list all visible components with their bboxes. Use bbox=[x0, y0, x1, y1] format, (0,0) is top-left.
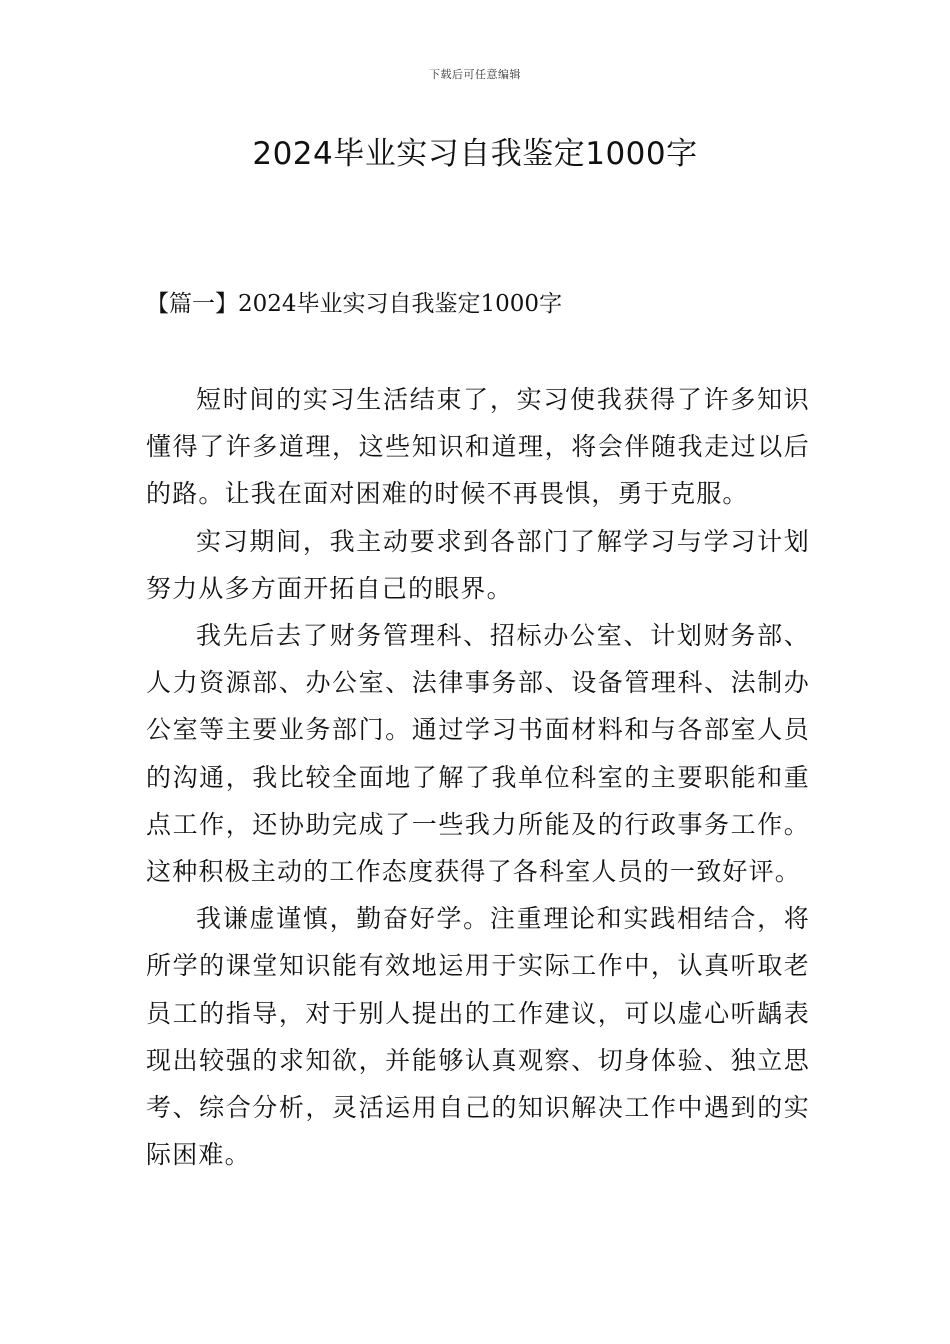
paragraph: 实习期间，我主动要求到各部门了解学习与学习计划努力从多方面开拓自己的眼界。 bbox=[146, 526, 810, 603]
paragraph: 我先后去了财务管理科、招标办公室、计划财务部、人力资源部、办公室、法律事务部、设备管理科、法制办公室等主要业务部门。通过学习书面材料和与各部室人员的沟通，我比较全面地了解了我单位科室的主要职能和重点工作，还协助完成了一些我力所能及的行政事务工作。这种积极主动的工作态度获得了各科室人员的一致好评。 bbox=[146, 621, 810, 887]
header-note: 下载后可任意编辑 bbox=[429, 68, 521, 81]
body-text bbox=[146, 376, 810, 1178]
paragraph: 我谦虚谨慎，勤奋好学。注重理论和实践相结合，将所学的课堂知识能有效地运用于实际工作中，认真听取老员工的指导，对于别人提出的工作建议，可以虚心听龋表现出较强的求知欲，并能够认真观察、切身体验、独立思考、综合分析，灵活运用自己的知识解决工作中遇到的实际困难。 bbox=[146, 904, 810, 1170]
document-title: 2024毕业实习自我鉴定1000字 bbox=[252, 136, 698, 172]
paragraph: 短时间的实习生活结束了，实习使我获得了许多知识懂得了许多道理，这些知识和道理，将会伴随我走过以后的路。让我在面对困难的时候不再畏惧，勇于克服。 bbox=[146, 385, 810, 509]
section-heading: 【篇一】2024毕业实习自我鉴定1000字 bbox=[146, 291, 563, 317]
